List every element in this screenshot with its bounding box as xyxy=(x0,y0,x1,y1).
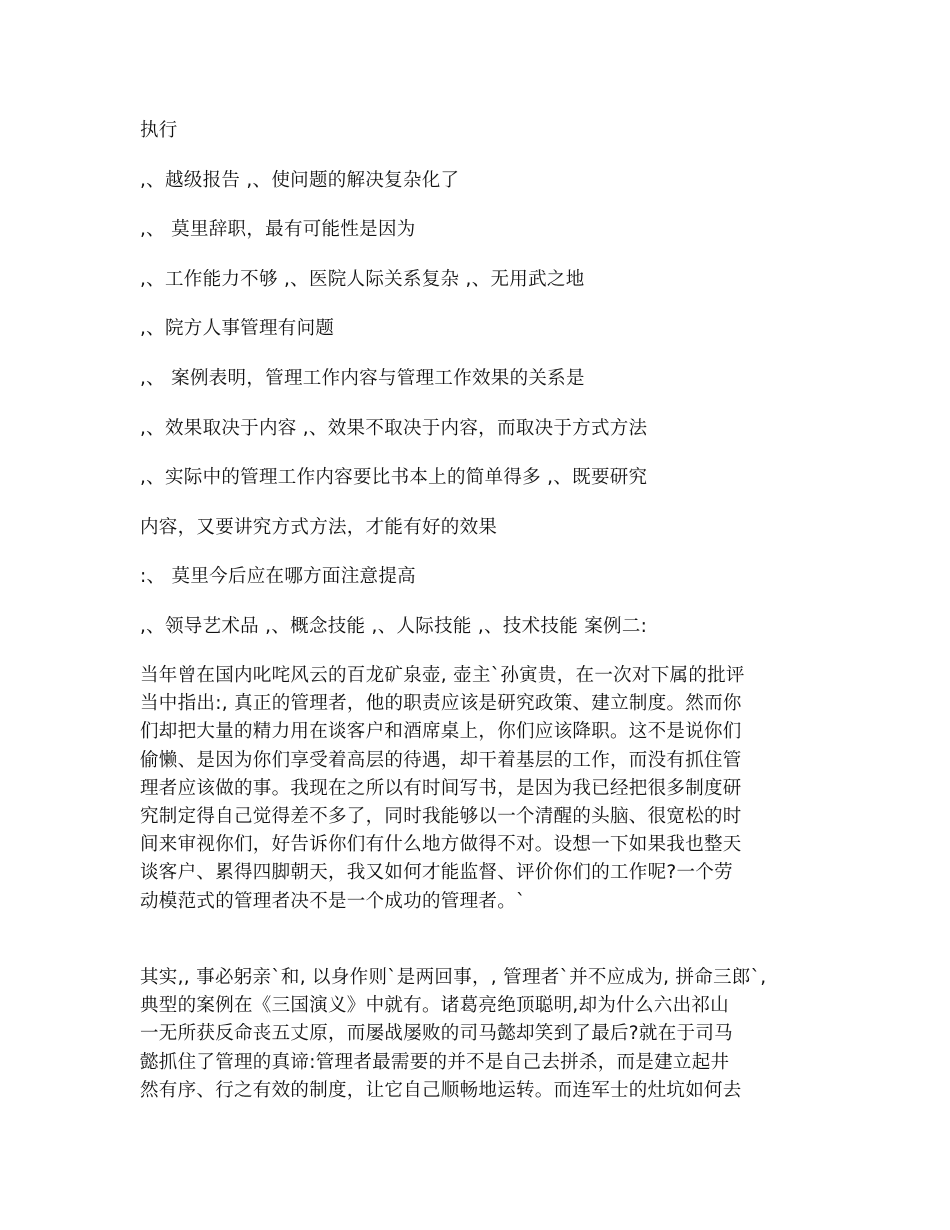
text-line: ,、 莫里辞职，最有可能性是因为 xyxy=(140,219,416,240)
paragraph-line: 然有序、行之有效的制度，让它自己顺畅地运转。而连军士的灶坑如何去 xyxy=(140,1079,742,1101)
paragraph-line: 其实,, 事必躬亲`和, 以身作则`是两回事，, 管理者`并不应成为, 拼命三郎`, xyxy=(140,967,767,988)
case-paragraph-2 xyxy=(140,964,820,1105)
paragraph-line: 懿抓住了管理的真谛:管理者最需要的并不是自己去拼杀，而是建立起井 xyxy=(140,1051,730,1073)
text-line: ,、越级报告 ,、使问题的解决复杂化了 xyxy=(140,170,460,191)
paragraph-line: 间来审视你们，好告诉你们有什么地方做得不对。设想一下如果我也整天 xyxy=(140,834,742,856)
paragraph-line: 一无所获反命丧五丈原，而屡战屡败的司马懿却笑到了最后?就在于司马 xyxy=(140,1023,733,1045)
paragraph-line: 究制定得自己觉得差不多了，同时我能够以一个清醒的头脑、很宽松的时 xyxy=(140,806,742,828)
text-line: 执行 xyxy=(140,120,178,141)
paragraph-line: 谈客户、累得四脚朝天，我又如何才能监督、评价你们的工作呢?一个劳 xyxy=(140,862,733,884)
text-line: ,、实际中的管理工作内容要比书本上的简单得多 ,、既要研究 xyxy=(140,467,648,488)
text-line: ,、院方人事管理有问题 xyxy=(140,318,335,339)
text-line: ,、工作能力不够 ,、医院人际关系复杂 ,、无用武之地 xyxy=(140,269,585,290)
case-paragraph-1 xyxy=(140,662,820,916)
text-line: ,、领导艺术品 ,、概念技能 ,、人际技能 ,、技术技能 案例二: xyxy=(140,616,648,637)
text-line: :、 莫里今后应在哪方面注意提高 xyxy=(140,566,416,587)
text-line: ,、效果取决于内容 ,、效果不取决于内容，而取决于方式方法 xyxy=(140,418,648,439)
paragraph-line: 偷懒、是因为你们享受着高层的待遇，却干着基层的工作，而没有抓住管 xyxy=(140,749,742,771)
paragraph-line: 典型的案例在《三国演义》中就有。诸葛亮绝顶聪明,却为什么六出祁山 xyxy=(140,995,729,1017)
paragraph-line: 当年曾在国内叱咤风云的百龙矿泉壶, 壶主`孙寅贵，在一次对下属的批评 xyxy=(140,665,745,686)
paragraph-line: 当中指出:, 真正的管理者，他的职责应该是研究政策、建立制度。然而你 xyxy=(140,693,742,715)
paragraph-line: 理者应该做的事。我现在之所以有时间写书，是因为我已经把很多制度研 xyxy=(140,777,742,799)
text-line: ,、 案例表明，管理工作内容与管理工作效果的关系是 xyxy=(140,368,585,389)
paragraph-line: 们却把大量的精力用在谈客户和酒席桌上，你们应该降职。这不是说你们 xyxy=(140,721,742,743)
text-line: 内容，又要讲究方式方法，才能有好的效果 xyxy=(140,517,498,538)
paragraph-line: 动模范式的管理者决不是一个成功的管理者。` xyxy=(140,890,526,912)
